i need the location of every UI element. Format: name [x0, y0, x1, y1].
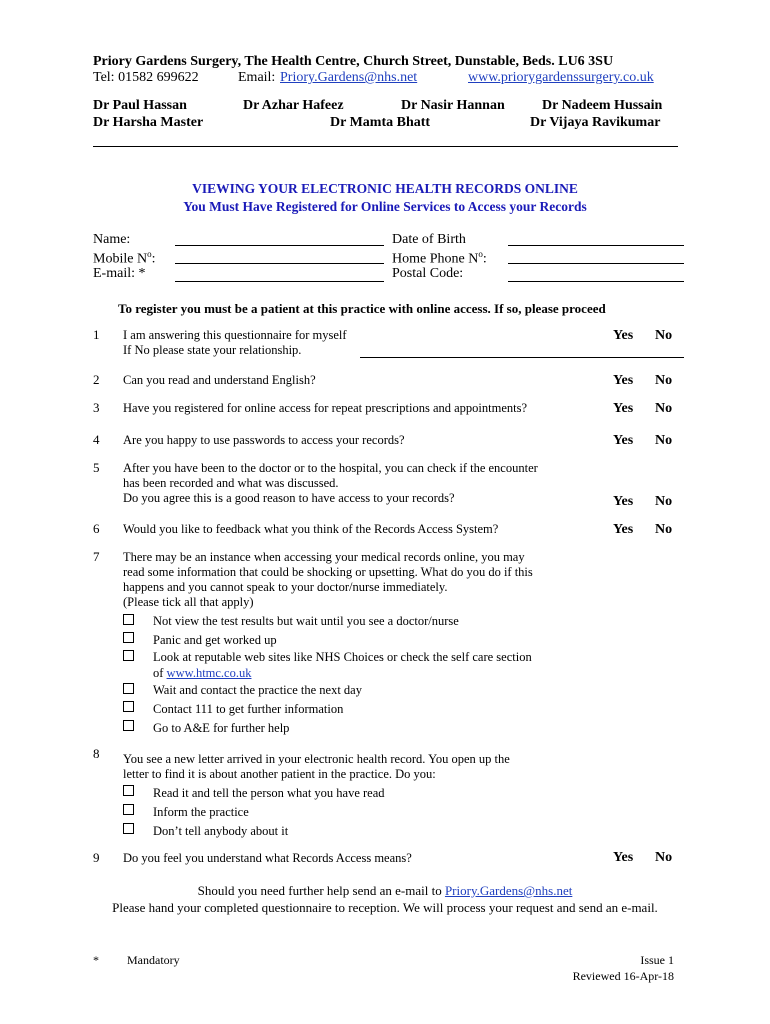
q8-option-checkbox[interactable] [123, 804, 134, 815]
question-number: 5 [93, 460, 100, 475]
question-number: 9 [93, 850, 100, 865]
help-text: Should you need further help send an e-mail to Priory.Gardens@nhs.net [197, 883, 573, 898]
q7-option-checkbox[interactable] [123, 614, 134, 625]
q6-yes-option[interactable]: Yes [613, 522, 634, 537]
q3-no-option[interactable]: No [655, 401, 673, 416]
question-text: Would you like to feedback what you think of the Records Access System? [123, 522, 499, 536]
review-date: Reviewed 16-Apr-18 [572, 969, 674, 983]
postal-code-label: Postal Code: [392, 266, 464, 281]
q5-no-option[interactable]: No [655, 494, 673, 509]
dob-label: Date of Birth [392, 232, 466, 247]
q2-no-option[interactable]: No [655, 373, 673, 388]
q4-yes-option[interactable]: Yes [613, 433, 634, 448]
doctor-name: Dr Vijaya Ravikumar [530, 115, 661, 130]
home-phone-field[interactable] [508, 263, 684, 264]
question-text: Are you happy to use passwords to access your records? [123, 433, 405, 447]
q7-option-label: Contact 111 to get further information [153, 702, 344, 716]
mandatory-asterisk: * [93, 953, 99, 967]
q7-option-label: Wait and contact the practice the next day [153, 683, 362, 697]
q8-option-label: Don’t tell anybody about it [153, 824, 289, 838]
email-field[interactable] [175, 281, 384, 282]
q1-yes-option[interactable]: Yes [613, 328, 634, 343]
q7-option-label-continued: of www.htmc.co.uk [153, 666, 252, 680]
q7-option-checkbox[interactable] [123, 701, 134, 712]
mandatory-note: Mandatory [127, 953, 180, 967]
q3-yes-option[interactable]: Yes [613, 401, 634, 416]
hand-in-text: Please hand your completed questionnaire to reception. We will process your request and send an e-mail. [112, 900, 658, 915]
q8-option-checkbox[interactable] [123, 785, 134, 796]
question-text: You see a new letter arrived in your electronic health record. You open up the letter to find it is about another patient in the practice. Do you: [123, 752, 510, 781]
doctor-name: Dr Harsha Master [93, 115, 204, 130]
q9-yes-option[interactable]: Yes [613, 850, 634, 865]
q2-yes-option[interactable]: Yes [613, 373, 634, 388]
doctor-name: Dr Paul Hassan [93, 98, 187, 113]
doctor-name: Dr Nasir Hannan [401, 98, 505, 113]
q7-option-checkbox[interactable] [123, 720, 134, 731]
q7-option-checkbox[interactable] [123, 683, 134, 694]
name-field[interactable] [175, 245, 384, 246]
home-phone-label: Home Phone $N^o$: [392, 249, 487, 267]
relationship-field[interactable] [360, 357, 684, 358]
q7-option-label: Go to A&E for further help [153, 721, 290, 735]
practice-address: Priory Gardens Surgery, The Health Centre, Church Street, Dunstable, Beds. LU6 3SU [93, 54, 614, 69]
doctor-name: Dr Mamta Bhatt [330, 115, 431, 130]
question-text: Can you read and understand English? [123, 373, 316, 387]
q7-option-label: Not view the test results but wait until you see a doctor/nurse [153, 614, 459, 628]
q8-option-label: Inform the practice [153, 805, 249, 819]
q1-no-option[interactable]: No [655, 328, 673, 343]
question-text: Do you feel you understand what Records Access means? [123, 851, 412, 865]
instruction-text: To register you must be a patient at this practice with online access. If so, please proceed [118, 301, 606, 316]
q9-no-option[interactable]: No [655, 850, 673, 865]
postal-code-field[interactable] [508, 281, 684, 282]
doctor-name: Dr Nadeem Hussain [542, 98, 663, 113]
question-number: 8 [93, 746, 100, 761]
dob-field[interactable] [508, 245, 684, 246]
doctor-name: Dr Azhar Hafeez [243, 98, 344, 113]
q7-option-checkbox[interactable] [123, 650, 134, 661]
q8-option-checkbox[interactable] [123, 823, 134, 834]
question-number: 4 [93, 432, 100, 447]
question-text: After you have been to the doctor or to the hospital, you can check if the encounter has been recorded and what was discussed. Do you agree this is a good reason to have access to your records? [123, 461, 538, 505]
email-label: E-mail: * [93, 266, 146, 281]
mobile-label: Mobile $N^o$: [93, 249, 156, 267]
issue-number: Issue 1 [640, 953, 674, 967]
mobile-field[interactable] [175, 263, 384, 264]
q7-option-label: Panic and get worked up [153, 633, 277, 647]
email-label: Email: [238, 70, 276, 85]
practice-email-link[interactable]: Priory.Gardens@nhs.net [280, 70, 418, 85]
q7-option-checkbox[interactable] [123, 632, 134, 643]
q8-option-label: Read it and tell the person what you have read [153, 786, 385, 800]
q4-no-option[interactable]: No [655, 433, 673, 448]
practice-telephone: Tel: 01582 699622 [93, 70, 199, 85]
question-number: 1 [93, 327, 100, 342]
question-number: 2 [93, 372, 100, 387]
form-title: VIEWING YOUR ELECTRONIC HEALTH RECORDS ONLINE [192, 181, 578, 196]
question-number: 3 [93, 400, 100, 415]
htmc-link[interactable]: www.htmc.co.uk [166, 666, 252, 680]
question-number: 6 [93, 521, 100, 536]
q6-no-option[interactable]: No [655, 522, 673, 537]
question-number: 7 [93, 549, 100, 564]
form-subtitle: You Must Have Registered for Online Services to Access your Records [183, 199, 587, 214]
header-divider [93, 146, 678, 147]
question-text: I am answering this questionnaire for myself If No please state your relationship. [123, 328, 347, 357]
help-email-link[interactable]: Priory.Gardens@nhs.net [444, 883, 573, 898]
q7-option-label: Look at reputable web sites like NHS Choices or check the self care section [153, 650, 532, 664]
name-label: Name: [93, 232, 131, 247]
question-text: Have you registered for online access for repeat prescriptions and appointments? [123, 401, 528, 415]
q5-yes-option[interactable]: Yes [613, 494, 634, 509]
practice-website-link[interactable]: www.priorygardenssurgery.co.uk [468, 70, 654, 85]
question-text: There may be an instance when accessing your medical records online, you may read some information that could be shocking or upsetting. What do you do if this happens and you cannot speak to your doctor/nurse immediately. (Please tick all that apply) [123, 550, 533, 609]
